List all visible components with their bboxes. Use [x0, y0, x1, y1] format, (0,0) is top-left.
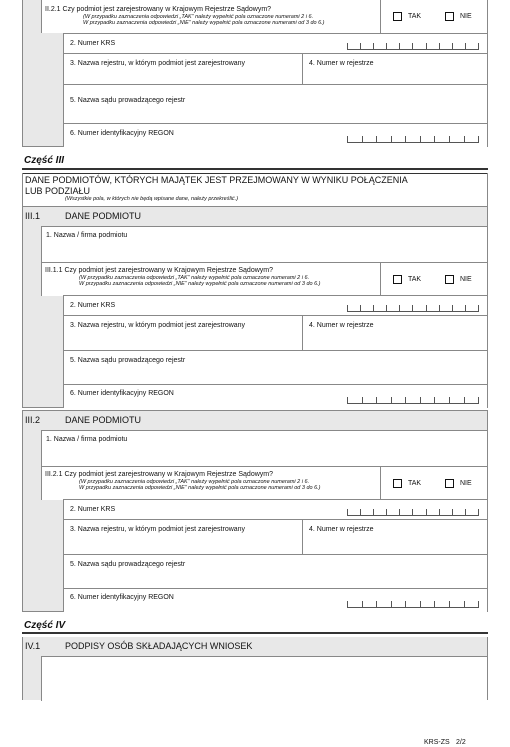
- nie-checkbox[interactable]: [445, 275, 454, 284]
- nie-checkbox[interactable]: [445, 479, 454, 488]
- section-ii-2-1: [22, 0, 488, 147]
- question-label: II.2.1 Czy podmiot jest zarejestrowany w Krajowym Rejestrze Sądowym?: [45, 6, 272, 13]
- form-code: KRS-ZS: [424, 739, 450, 746]
- block-number: IV.1: [25, 641, 41, 651]
- note-nie: W przypadku zaznaczenia odpowiedzi „NIE” należy wypełnić pola oznaczone numerami od 3 do 6.): [79, 485, 321, 491]
- block-title: DANE PODMIOTU: [65, 415, 142, 425]
- divider: [302, 316, 303, 351]
- note-nie: W przypadku zaznaczenia odpowiedzi „NIE” należy wypełnić pola oznaczone numerami od 3 do 6.): [83, 20, 325, 26]
- block-title: PODPISY OSÓB SKŁADAJĄCYCH WNIOSEK: [65, 641, 253, 651]
- nie-option[interactable]: NIE: [445, 479, 472, 488]
- part-iv-title: Część IV: [24, 620, 66, 631]
- krs-comb: [347, 43, 479, 50]
- tak-option[interactable]: TAK: [393, 12, 421, 21]
- tak-checkbox[interactable]: [393, 12, 402, 21]
- register-row: [63, 53, 487, 85]
- court-field[interactable]: [63, 84, 487, 124]
- register-name-label: 3. Nazwa rejestru, w którym podmiot jest zarejestrowany: [70, 526, 246, 533]
- register-row: [63, 519, 487, 555]
- regon-field[interactable]: [63, 123, 487, 147]
- court-field[interactable]: [63, 350, 487, 385]
- divider: [380, 466, 381, 499]
- krs-label: 2. Numer KRS: [70, 302, 116, 309]
- court-label: 5. Nazwa sądu prowadzącego rejestr: [70, 357, 186, 364]
- divider: [302, 520, 303, 555]
- question-label: III.2.1 Czy podmiot jest zarejestrowany w Krajowym Rejestrze Sądowym?: [45, 471, 273, 478]
- note-nie: W przypadku zaznaczenia odpowiedzi „NIE” należy wypełnić pola oznaczone numerami od 3 do 6.): [79, 281, 321, 287]
- tak-checkbox[interactable]: [393, 275, 402, 284]
- part-iii-heading-box: [22, 173, 488, 206]
- register-name-label: 3. Nazwa rejestru, w którym podmiot jest zarejestrowany: [70, 322, 246, 329]
- entity-name-label: 1. Nazwa / firma podmiotu: [46, 232, 128, 239]
- nie-option[interactable]: NIE: [445, 12, 472, 21]
- block-iv-1: [22, 637, 488, 700]
- part-iii-note: (Wszystkie pola, w których nie będą wpisane dane, należy przekreślić.): [65, 196, 239, 202]
- block-iii-2: [22, 410, 488, 612]
- regon-field[interactable]: [63, 384, 487, 408]
- regon-comb: [347, 601, 479, 608]
- block-number: III.1: [25, 211, 41, 221]
- nie-checkbox[interactable]: [445, 12, 454, 21]
- krs-label: 2. Numer KRS: [70, 506, 116, 513]
- regon-label: 6. Numer identyfikacyjny REGON: [70, 594, 174, 601]
- note-tak: (W przypadku zaznaczenia odpowiedzi „TAK” należy wypełnić pola oznaczone numerami 2 i 6.: [79, 275, 310, 281]
- krs-comb: [347, 509, 479, 516]
- entity-name-field[interactable]: [41, 430, 487, 467]
- tak-option[interactable]: TAK: [393, 479, 421, 488]
- entity-name-label: 1. Nazwa / firma podmiotu: [46, 436, 128, 443]
- krs-field[interactable]: [63, 295, 487, 316]
- regon-label: 6. Numer identyfikacyjny REGON: [70, 390, 174, 397]
- regon-comb: [347, 136, 479, 143]
- krs-comb: [347, 305, 479, 312]
- divider: [380, 0, 381, 33]
- signatures-field[interactable]: [41, 656, 487, 701]
- court-label: 5. Nazwa sądu prowadzącego rejestr: [70, 97, 186, 104]
- register-number-label: 4. Numer w rejestrze: [309, 60, 374, 67]
- tak-checkbox[interactable]: [393, 479, 402, 488]
- register-number-label: 4. Numer w rejestrze: [309, 322, 374, 329]
- regon-label: 6. Numer identyfikacyjny REGON: [70, 130, 174, 137]
- block-iii-1: [22, 206, 488, 408]
- part-iii-title: Część III: [24, 155, 65, 166]
- krs-field[interactable]: [63, 33, 487, 54]
- part-iii-heading: DANE PODMIOTÓW, KTÓRYCH MAJĄTEK JEST PRZEJMOWANY W WYNIKU POŁĄCZENIA LUB PODZIAŁU: [25, 175, 408, 196]
- page-number: 2/2: [456, 739, 466, 746]
- register-name-label: 3. Nazwa rejestru, w którym podmiot jest zarejestrowany: [70, 60, 246, 67]
- block-number: III.2: [25, 415, 41, 425]
- krs-label: 2. Numer KRS: [70, 40, 116, 47]
- note-tak: (W przypadku zaznaczenia odpowiedzi „TAK” należy wypełnić pola oznaczone numerami 2 i 6.: [79, 479, 310, 485]
- court-label: 5. Nazwa sądu prowadzącego rejestr: [70, 561, 186, 568]
- divider: [380, 262, 381, 295]
- regon-field[interactable]: [63, 588, 487, 612]
- question-label: III.1.1 Czy podmiot jest zarejestrowany w Krajowym Rejestrze Sądowym?: [45, 267, 273, 274]
- block-title: DANE PODMIOTU: [65, 211, 142, 221]
- court-field[interactable]: [63, 554, 487, 589]
- divider: [302, 54, 303, 85]
- entity-name-field[interactable]: [41, 226, 487, 263]
- note-tak: (W przypadku zaznaczenia odpowiedzi „TAK” należy wypełnić pola oznaczone numerami 2 i 6.: [83, 14, 314, 20]
- regon-comb: [347, 397, 479, 404]
- tak-option[interactable]: TAK: [393, 275, 421, 284]
- nie-option[interactable]: NIE: [445, 275, 472, 284]
- krs-field[interactable]: [63, 499, 487, 520]
- register-row: [63, 315, 487, 351]
- register-number-label: 4. Numer w rejestrze: [309, 526, 374, 533]
